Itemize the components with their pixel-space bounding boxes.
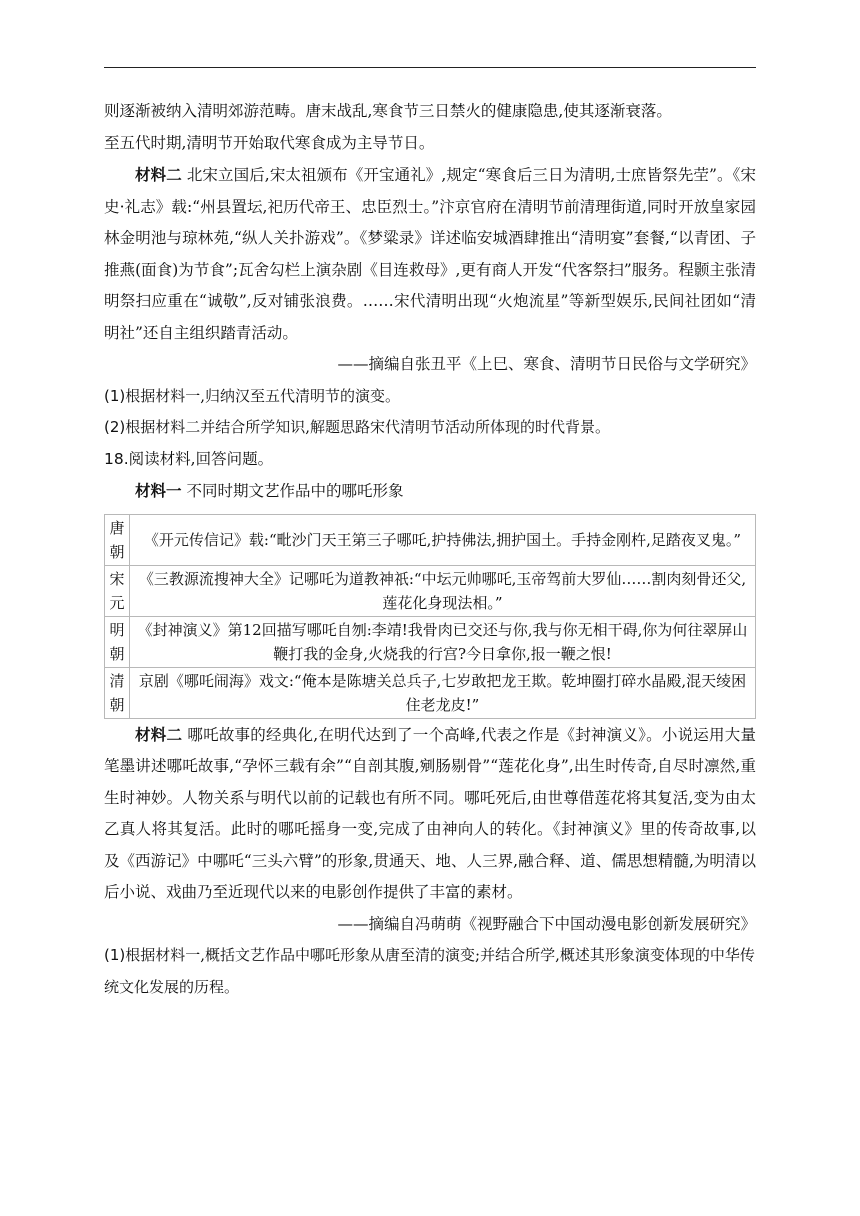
table-row [105, 565, 756, 616]
q17-question-1 [104, 381, 756, 413]
material-label: 材料二 [135, 165, 182, 184]
question-text: 根据材料二并结合所学知识,解题思路宋代清明节活动所体现的时代背景。 [125, 418, 611, 436]
continuation-line-1: 则逐渐被纳入清明郊游范畴。唐末战乱,寒食节三日禁火的健康隐患,使其逐渐衰落。 [104, 102, 672, 120]
table-row [105, 514, 756, 565]
description-cell: 《三教源流搜神大全》记哪吒为道教神祇:“中坛元帅哪吒,玉帝驾前大罗仙……割肉刻骨还父,莲花化身现法相。” [130, 565, 756, 616]
q18-heading [104, 444, 756, 476]
table-row [105, 667, 756, 718]
description-cell: 京剧《哪吒闹海》戏文:“俺本是陈塘关总兵子,七岁敢把龙王欺。乾坤圈打碎水晶殿,混天绫困住老龙皮!” [130, 667, 756, 718]
continuation-line-2: 至五代时期,清明节开始取代寒食成为主导节日。 [104, 133, 435, 152]
dynasty-cell: 宋元 [105, 565, 130, 616]
dynasty-cell: 明朝 [105, 616, 130, 667]
question-prompt: 阅读材料,回答问题。 [128, 449, 274, 468]
q17-source: ——摘编自张丑平《上巳、寒食、清明节日民俗与文学研究》 [337, 355, 756, 373]
dynasty-cell: 清朝 [105, 667, 130, 718]
q18-question-1 [104, 940, 756, 1003]
question-number: (1) [104, 946, 126, 964]
material-title: 不同时期文艺作品中的哪吒形象 [181, 482, 404, 500]
page-content [104, 96, 756, 1003]
question-text: 根据材料一,概括文艺作品中哪吒形象从唐至清的演变;并结合所学,概述其形象演变体现的中华传统文化发展的历程。 [104, 946, 755, 996]
description-cell: 《封神演义》第12回描写哪吒自刎:李靖!我骨肉已交还与你,我与你无相干碍,你为何往翠屏山鞭打我的金身,火烧我的行宫?今日拿你,报一鞭之恨! [130, 616, 756, 667]
question-number: (1) [104, 386, 126, 405]
q18-material-1-title [104, 475, 756, 508]
q18-material-2 [104, 719, 756, 909]
nezha-image-table [104, 514, 756, 719]
q17-material-2 [104, 159, 756, 349]
material-text: 北宋立国后,宋太祖颁布《开宝通礼》,规定“寒食后三日为清明,士庶皆祭先茔”。《宋史·礼志》载:“州县置坛,祀历代帝王、忠臣烈士。”汴京官府在清明节前清理街道,同时开放皇家园林金明池与琼林苑,“纵人关扑游戏”。《梦粱录》详述临安城酒肆推出“清明宴”套餐,“以青团、子推燕(面食)为节食”;瓦舍勾栏上演杂剧《目连救母》,更有商人开发“代客祭扫”服务。程颢主张清明祭扫应重在“诚敬”,反对铺张浪费。……宋代清明出现“火炮流星”等新型娱乐,民间社团如“清明社”还自主组织踏青活动。 [104, 166, 756, 342]
material-label: 材料一 [135, 481, 182, 500]
material-label: 材料二 [135, 724, 183, 744]
dynasty-cell: 唐朝 [105, 514, 130, 565]
material-text: 哪吒故事的经典化,在明代达到了一个高峰,代表之作是《封神演义》。小说运用大量笔墨讲述哪吒故事,“孕怀三载有余”“自剖其腹,剜肠剔骨”“莲花化身”,出生时传奇,自尽时凛然,重生时神妙。人物关系与明代以前的记载也有所不同。哪吒死后,由世尊借莲花将其复活,变为由太乙真人将其复活。此时的哪吒摇身一变,完成了由神向人的转化。《封神演义》里的传奇故事,以及《西游记》中哪吒“三头六臂”的形象,贯通天、地、人三界,融合释、道、儒思想精髓,为明清以后小说、戏曲乃至近现代以来的电影创作提供了丰富的素材。 [104, 725, 756, 901]
header-rule [104, 67, 756, 68]
question-text: 根据材料一,归纳汉至五代清明节的演变。 [125, 386, 401, 405]
table-row [105, 616, 756, 667]
question-number: 18. [104, 449, 129, 468]
q17-question-2 [104, 412, 756, 444]
question-number: (2) [104, 418, 126, 436]
description-cell: 《开元传信记》载:“毗沙门天王第三子哪吒,护持佛法,拥护国土。手持金刚杵,足踏夜叉鬼。” [130, 514, 756, 565]
q18-source: ——摘编自冯萌萌《视野融合下中国动漫电影创新发展研究》 [337, 914, 756, 933]
